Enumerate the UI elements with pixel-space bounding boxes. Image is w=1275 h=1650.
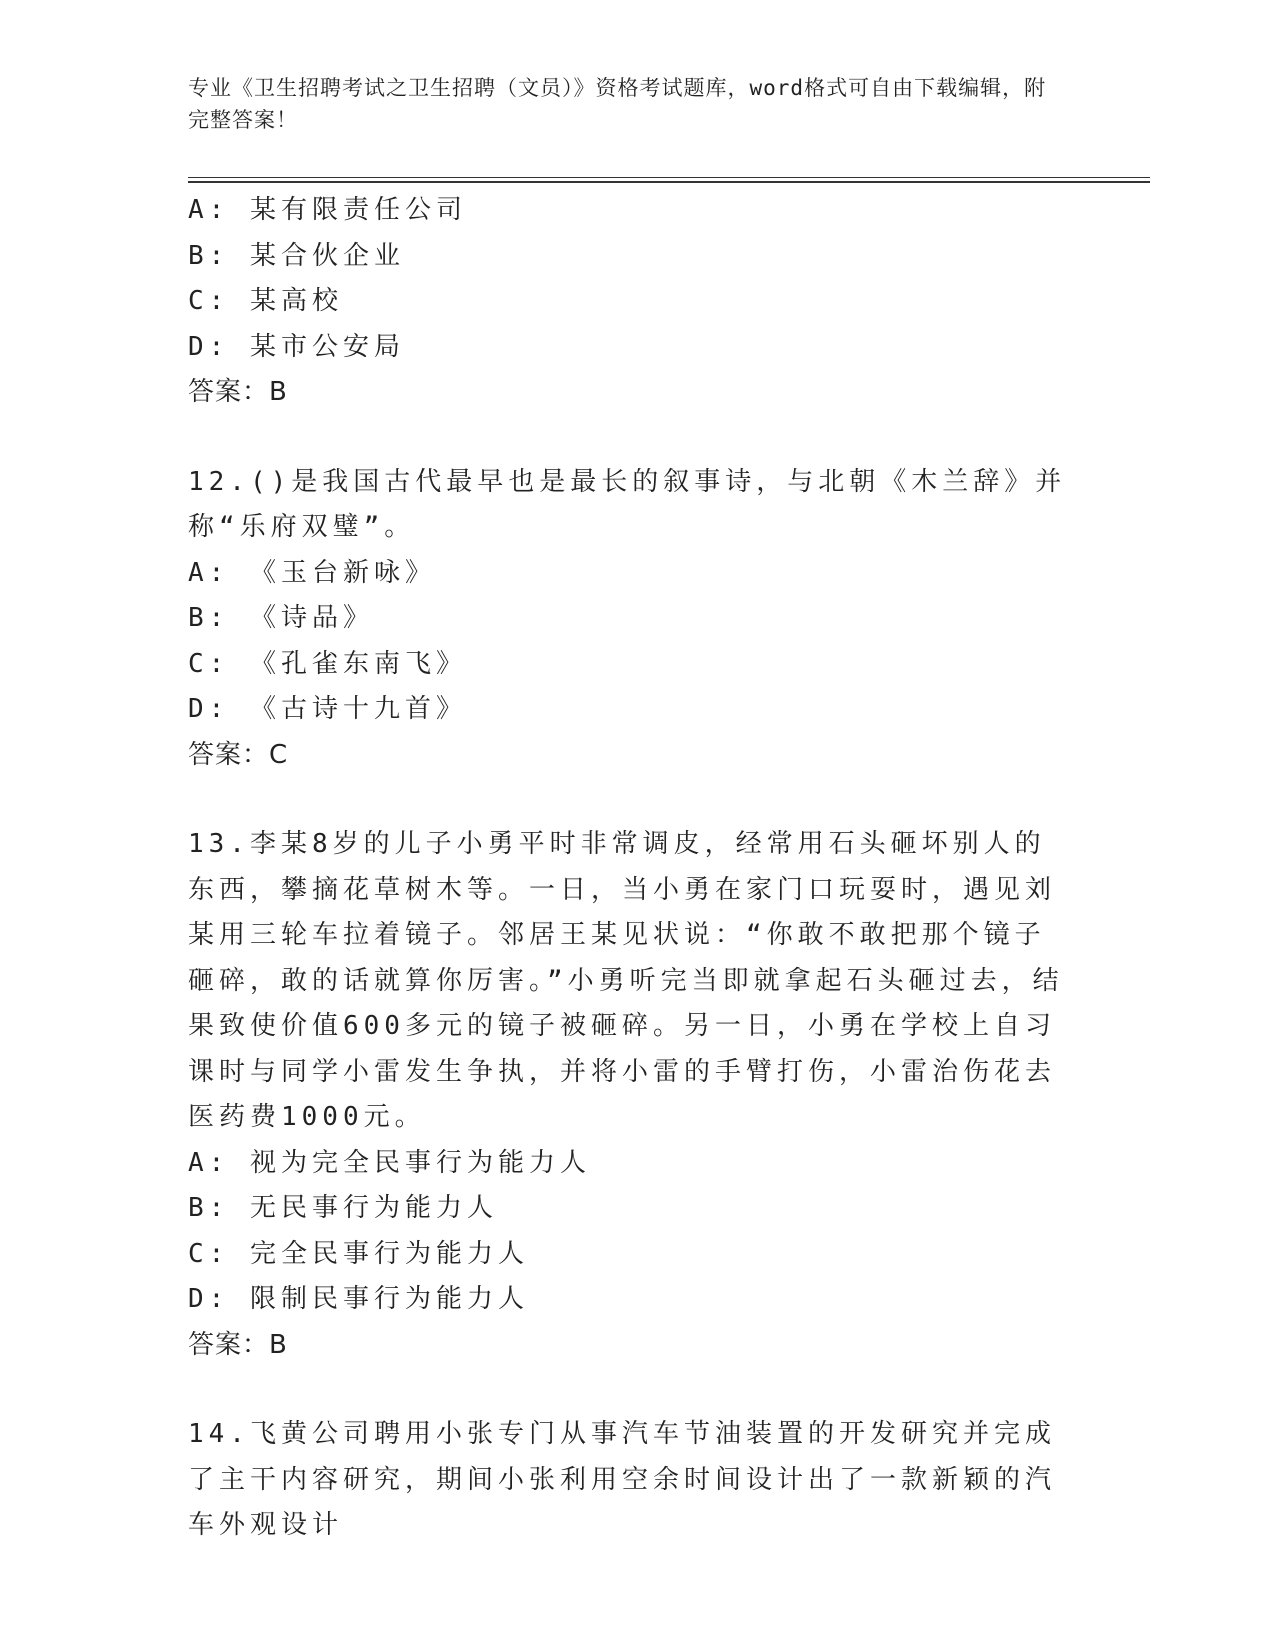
question-text: 12.()是我国古代最早也是最长的叙事诗，与北朝《木兰辞》并称“乐府双璧”。	[188, 466, 1067, 542]
option-d: D: 某市公安局	[188, 331, 405, 362]
document-header	[188, 72, 1068, 136]
spacer	[188, 1368, 1068, 1412]
question-text: 14.飞黄公司聘用小张专门从事汽车节油装置的开发研究并完成了主干内容研究，期间小张利用空余时间设计出了一款新颖的汽车外观设计	[188, 1419, 1057, 1540]
option-b: B: 无民事行为能力人	[188, 1193, 498, 1223]
answer: 答案：B	[188, 1329, 288, 1360]
option-d: D: 《古诗十九首》	[188, 694, 467, 724]
option-a: A: 某有限责任公司	[188, 195, 467, 225]
question-14	[188, 1412, 1068, 1549]
question-text: 13.李某8岁的儿子小勇平时非常调皮，经常用石头砸坏别人的东西，攀摘花草树木等。一日，当小勇在家门口玩耍时，遇见刘某用三轮车拉着镜子。邻居王某见状说：“你敢不敢把那个镜子砸碎，敢的话就算你厉害。”小勇听完当即就拿起石头砸过去，结果致使价值600多元的镜子被砸碎。另一日，小勇在学校上自习课时与同学小雷发生争执，并将小雷的手臂打伤，小雷治伤花去医药费1000元。	[188, 829, 1064, 1132]
option-a: A: 《玉台新咏》	[188, 557, 436, 588]
question-13	[188, 822, 1068, 1368]
header-title: 专业《卫生招聘考试之卫生招聘（文员）》资格考试题库，word格式可自由下载编辑，附完整答案！	[188, 76, 1047, 132]
question-12	[188, 460, 1068, 779]
spacer	[188, 416, 1068, 460]
option-b: B: 《诗品》	[188, 603, 374, 633]
header-divider-thin	[188, 177, 1150, 178]
question-11	[188, 188, 1068, 416]
spacer	[188, 778, 1068, 822]
option-c: C: 《孔雀东南飞》	[188, 648, 467, 679]
question-list	[188, 188, 1068, 1549]
option-d: D: 限制民事行为能力人	[188, 1284, 529, 1314]
option-a: A: 视为完全民事行为能力人	[188, 1147, 591, 1178]
option-b: B: 某合伙企业	[188, 240, 405, 271]
answer: 答案：B	[188, 377, 288, 407]
header-divider-thick	[188, 181, 1150, 183]
option-c: C: 某高校	[188, 286, 343, 316]
answer: 答案：C	[188, 739, 289, 770]
option-c: C: 完全民事行为能力人	[188, 1238, 529, 1269]
